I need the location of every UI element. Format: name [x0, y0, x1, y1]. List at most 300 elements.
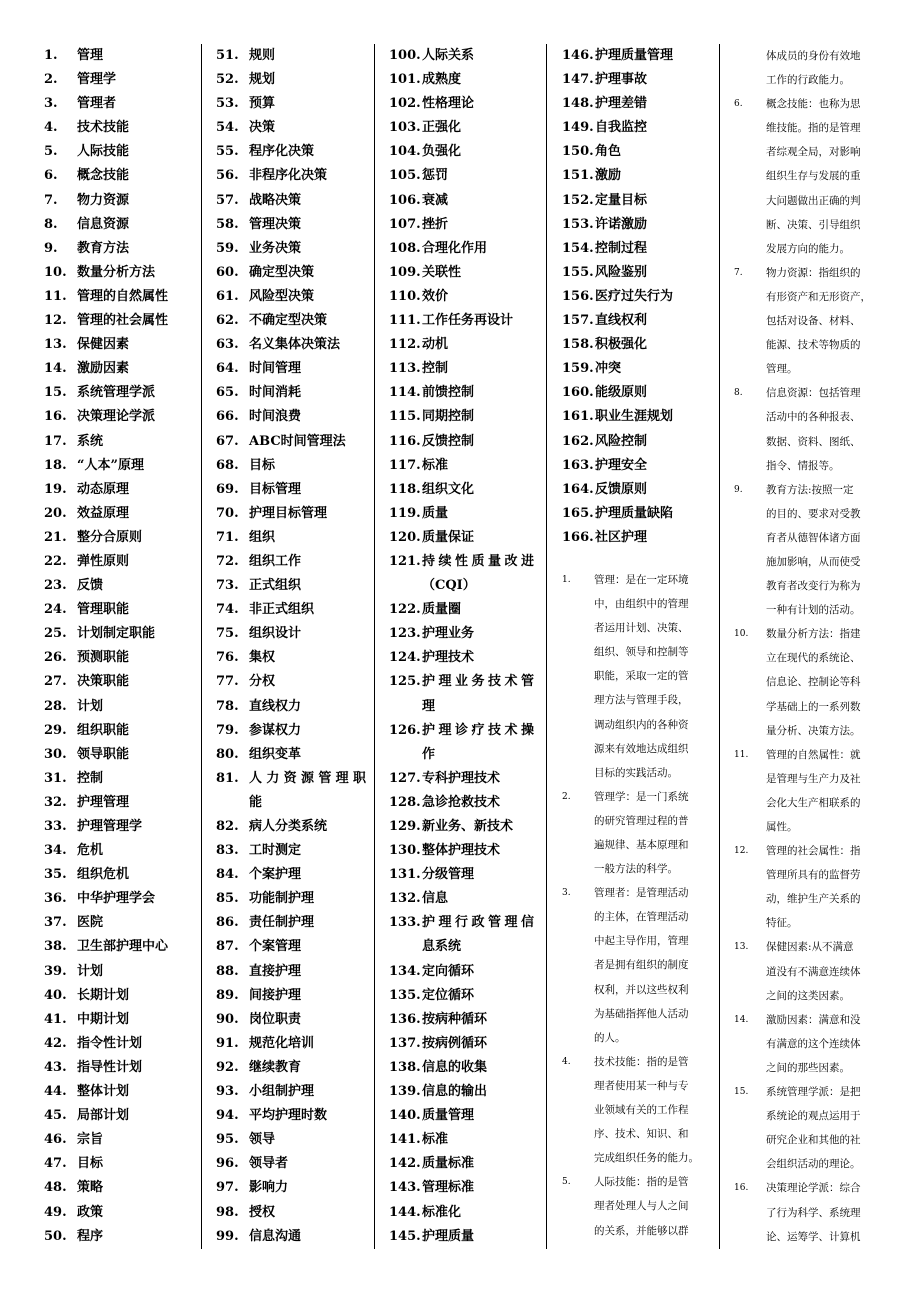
term-text: 组织危机	[77, 867, 130, 883]
definition-text: 动，维护生产关系的	[766, 893, 861, 906]
term-text: 新业务、新技术	[422, 819, 514, 834]
definition-text: 技术技能：指的是管	[594, 1055, 689, 1068]
term-text: 前馈控制	[422, 385, 475, 401]
term-item	[389, 887, 534, 911]
term-item	[389, 44, 534, 68]
term-item	[44, 743, 194, 767]
term-item	[44, 502, 194, 526]
definition-number: 12.	[734, 846, 749, 857]
term-number: 80.	[216, 746, 239, 762]
definition-number	[562, 640, 594, 664]
term-number: 3.	[44, 96, 58, 112]
definition-line	[562, 1026, 712, 1050]
term-item	[389, 1104, 534, 1128]
definition-number	[562, 761, 594, 785]
definition-number: 13.	[734, 942, 749, 953]
definition-number	[562, 1122, 594, 1146]
definition-line	[734, 189, 884, 213]
definition-line	[734, 935, 884, 959]
term-item	[216, 1152, 366, 1176]
term-item	[216, 237, 366, 261]
term-number: 5.	[44, 144, 58, 160]
term-number: 93.	[216, 1084, 239, 1100]
definition-text: 施加影响，从而使受	[766, 555, 861, 568]
term-list-4	[562, 44, 712, 550]
definition-line	[562, 1122, 712, 1146]
definition-line	[734, 1104, 884, 1128]
term-item	[216, 68, 366, 92]
definition-number	[734, 1201, 766, 1225]
term-item	[44, 839, 194, 863]
definition-line	[734, 622, 884, 646]
definition-text: 物力资源：指组织的	[766, 266, 861, 279]
term-number: 32.	[44, 794, 67, 810]
term-number: 117.	[389, 457, 421, 473]
definition-line	[734, 1032, 884, 1056]
definition-line	[562, 688, 712, 712]
term-item	[216, 815, 366, 839]
definition-text: 论、运筹学、计算机	[766, 1230, 861, 1243]
term-number: 61.	[216, 288, 239, 304]
definition-line	[734, 237, 884, 261]
definition-line	[734, 574, 884, 598]
term-text: 集权	[249, 650, 276, 666]
term-item	[389, 1056, 534, 1080]
definition-text: 立在现代的系统论、	[766, 652, 861, 665]
term-item	[44, 526, 194, 550]
definition-number	[734, 550, 766, 574]
definition-number: 16.	[734, 1183, 749, 1194]
definition-line	[562, 640, 712, 664]
term-text: 管理标准	[422, 1180, 475, 1196]
term-text: 激励因素	[77, 361, 130, 377]
term-text: 信息	[422, 891, 449, 907]
term-number: 37.	[44, 915, 67, 931]
term-item	[216, 646, 366, 670]
definition-text: 大问题做出正确的判	[766, 194, 861, 207]
definition-line	[562, 1194, 712, 1218]
definition-text: 管理。	[766, 363, 798, 376]
definition-line	[562, 1146, 712, 1170]
definition-text: 概念技能：也称为思	[766, 98, 861, 111]
definition-number	[562, 1002, 594, 1026]
term-text: 整体护理技术	[422, 843, 501, 859]
term-item	[389, 381, 534, 405]
term-item	[216, 1080, 366, 1104]
definition-line	[734, 839, 884, 863]
term-text: 教育方法	[77, 240, 130, 256]
term-item	[216, 478, 366, 502]
definition-line	[734, 695, 884, 719]
term-text: 标准	[422, 1132, 449, 1148]
term-text-continued: 理	[422, 698, 436, 714]
definition-line	[562, 785, 712, 809]
definition-number	[562, 737, 594, 761]
term-number: 123.	[389, 626, 421, 642]
term-number: 118.	[389, 481, 421, 497]
term-item	[389, 1152, 534, 1176]
term-number: 107.	[389, 216, 421, 232]
definition-line	[562, 929, 712, 953]
term-number: 129.	[389, 819, 421, 834]
term-item	[389, 911, 534, 935]
term-item	[389, 285, 534, 309]
term-text: 管理	[77, 48, 104, 63]
definition-number	[734, 333, 766, 357]
definition-number	[562, 1194, 594, 1218]
term-text: 动态原理	[77, 481, 130, 497]
term-number: 145.	[389, 1228, 421, 1244]
definition-number: 15.	[734, 1087, 749, 1098]
definition-line	[734, 116, 884, 140]
definition-line	[562, 616, 712, 640]
term-item	[44, 189, 194, 213]
term-item	[389, 92, 534, 116]
definition-line	[734, 791, 884, 815]
definition-line	[734, 454, 884, 478]
definition-column-5	[734, 44, 884, 1249]
term-number: 36.	[44, 891, 67, 907]
term-item	[44, 1201, 194, 1225]
term-number: 132.	[389, 891, 421, 907]
definition-line	[562, 1050, 712, 1074]
term-text: 组织工作	[249, 553, 302, 569]
definition-number: 8.	[734, 388, 743, 399]
definition-number	[734, 670, 766, 694]
term-text: 保健因素	[77, 337, 130, 353]
definition-line	[734, 1080, 884, 1104]
definition-number: 4.	[562, 1056, 571, 1067]
term-number: 11.	[44, 288, 67, 304]
definition-text: 者综观全局，对影响	[766, 146, 861, 159]
term-item	[562, 140, 712, 164]
term-text: 领导	[249, 1132, 276, 1148]
term-text: 质量标准	[422, 1156, 475, 1172]
term-number: 53.	[216, 96, 239, 112]
term-item	[44, 261, 194, 285]
definition-text: 会组织活动的理论。	[766, 1158, 861, 1171]
term-number: 140.	[389, 1108, 421, 1124]
definition-number	[562, 833, 594, 857]
term-number: 24.	[44, 602, 67, 618]
term-number-blank	[389, 743, 422, 767]
term-text: 规范化培训	[249, 1035, 315, 1051]
term-text: 领导职能	[77, 746, 130, 762]
term-number: 7.	[44, 192, 58, 208]
term-text: 继续教育	[249, 1059, 302, 1075]
term-text: 反馈原则	[595, 481, 648, 497]
term-number: 22.	[44, 553, 67, 569]
term-number: 96.	[216, 1156, 239, 1172]
term-number: 26.	[44, 650, 67, 666]
term-number: 76.	[216, 650, 239, 666]
term-item	[216, 1128, 366, 1152]
definition-text: 管理的自然属性：就	[766, 748, 861, 761]
term-item	[44, 670, 194, 694]
definition-text: 管理者：是管理活动	[594, 887, 689, 900]
definition-text: 管理的社会属性：指	[766, 845, 861, 858]
term-item	[216, 670, 366, 694]
term-list-2	[216, 44, 366, 1249]
term-item	[44, 454, 194, 478]
term-number: 134.	[389, 963, 421, 979]
definition-text: 体成员的身份有效地	[766, 50, 861, 62]
definition-text: 信息论、控制论等科	[766, 676, 861, 689]
term-number: 106.	[389, 192, 421, 208]
term-text: 激励	[595, 168, 622, 184]
term-number: 121.	[389, 553, 421, 569]
term-text: 人际技能	[77, 144, 130, 160]
term-number: 52.	[216, 72, 239, 88]
definition-number: 7.	[734, 267, 743, 278]
term-item	[44, 646, 194, 670]
definition-text: 一种有计划的活动。	[766, 604, 861, 617]
term-number: 142.	[389, 1156, 421, 1172]
term-item	[562, 261, 712, 285]
term-number: 4.	[44, 120, 58, 136]
term-number: 108.	[389, 240, 421, 256]
term-number: 131.	[389, 867, 421, 883]
term-item	[216, 1104, 366, 1128]
column-divider-1	[201, 44, 202, 1249]
definition-line	[734, 285, 884, 309]
term-number-blank	[216, 791, 249, 815]
term-item	[216, 1225, 366, 1249]
term-number: 158.	[562, 337, 594, 353]
definition-number	[562, 1026, 594, 1050]
definition-text: 有形资产和无形资产，	[766, 290, 871, 303]
term-item	[562, 44, 712, 68]
definition-line	[562, 833, 712, 857]
term-text: 整体计划	[77, 1084, 130, 1100]
term-text: 护理质量管理	[595, 48, 674, 63]
definition-number	[734, 960, 766, 984]
term-item	[389, 622, 534, 646]
term-number: 97.	[216, 1180, 239, 1196]
term-item	[44, 333, 194, 357]
definition-number	[562, 592, 594, 616]
definition-line	[734, 1225, 884, 1249]
term-number: 66.	[216, 409, 239, 425]
term-text: 管理决策	[249, 216, 302, 232]
definition-number	[562, 978, 594, 1002]
term-number: 38.	[44, 939, 67, 955]
definition-number	[734, 863, 766, 887]
term-number: 105.	[389, 168, 421, 184]
definition-number	[734, 646, 766, 670]
term-text: 中华护理学会	[77, 891, 156, 907]
definition-line	[734, 767, 884, 791]
term-number: 122.	[389, 602, 421, 618]
definition-line	[734, 478, 884, 502]
definition-line	[734, 164, 884, 188]
term-item	[389, 116, 534, 140]
definition-number: 5.	[562, 1177, 571, 1188]
term-column-2	[216, 44, 366, 1249]
definition-text: 决策理论学派：综合	[766, 1182, 861, 1195]
definition-text: 的关系，并能够以群	[594, 1224, 689, 1237]
definition-line	[562, 857, 712, 881]
definition-text: 完成组织任务的能力。	[594, 1152, 699, 1165]
term-item	[562, 116, 712, 140]
term-number: 56.	[216, 168, 239, 184]
term-text: 危机	[77, 843, 104, 859]
definition-line	[562, 881, 712, 905]
term-item	[562, 454, 712, 478]
term-item	[389, 454, 534, 478]
term-item	[44, 309, 194, 333]
term-number: 162.	[562, 433, 594, 449]
definition-number: 14.	[734, 1014, 749, 1025]
definition-number	[734, 526, 766, 550]
term-number: 91.	[216, 1035, 239, 1051]
term-text: 标准	[422, 457, 449, 473]
definition-text: 者运用计划、决策、	[594, 622, 689, 635]
term-item-continued	[389, 743, 534, 767]
term-item	[216, 695, 366, 719]
term-number: 120.	[389, 529, 421, 545]
term-text: 护理质量缺陷	[595, 505, 674, 521]
term-item	[216, 550, 366, 574]
term-number: 164.	[562, 481, 594, 497]
term-number: 159.	[562, 361, 594, 377]
definition-number	[734, 68, 766, 92]
definition-line	[562, 978, 712, 1002]
term-text: 信息的输出	[422, 1084, 488, 1100]
term-item	[44, 887, 194, 911]
term-column-3	[389, 44, 534, 1249]
term-item	[44, 140, 194, 164]
term-text: 概念技能	[77, 168, 130, 184]
term-item	[389, 598, 534, 622]
definition-line	[734, 1128, 884, 1152]
term-number: 14.	[44, 361, 67, 377]
term-number: 9.	[44, 240, 58, 256]
definition-text: 组织、领导和控制等	[594, 646, 689, 659]
term-text: 宗旨	[77, 1132, 104, 1148]
term-number: 152.	[562, 192, 594, 208]
term-item	[389, 309, 534, 333]
term-text: 计划制定职能	[77, 626, 156, 642]
term-number: 104.	[389, 144, 421, 160]
term-text: 决策理论学派	[77, 409, 156, 425]
definition-number	[734, 454, 766, 478]
definition-text: 调动组织内的各种资	[594, 718, 689, 731]
term-number: 111.	[389, 313, 421, 329]
term-text: 许诺激励	[595, 216, 648, 232]
term-text: 控制过程	[595, 240, 648, 256]
term-text: 护理管理学	[77, 819, 143, 834]
definition-line	[734, 92, 884, 116]
term-text: 工时测定	[249, 843, 302, 859]
definition-number	[562, 953, 594, 977]
definition-text: 中，由组织中的管理	[594, 598, 689, 611]
term-text: 直接护理	[249, 963, 302, 979]
term-text: 护理业务	[422, 626, 475, 642]
term-text: 物力资源	[77, 192, 130, 208]
term-item	[216, 839, 366, 863]
term-number: 150.	[562, 144, 594, 160]
definition-text: 权利，并以这些权利	[594, 983, 689, 996]
definition-number: 3.	[562, 888, 571, 899]
term-number: 2.	[44, 72, 58, 88]
term-number: 84.	[216, 867, 239, 883]
definition-number	[734, 237, 766, 261]
term-number: 54.	[216, 120, 239, 136]
definition-text: 能源、技术等物质的	[766, 339, 861, 352]
term-item	[216, 960, 366, 984]
definition-number: 11.	[734, 749, 749, 760]
term-number-blank	[389, 574, 422, 598]
definition-text: 保健因素:从不满意	[766, 941, 854, 954]
term-text: 数量分析方法	[77, 264, 156, 280]
term-text: 能级原则	[595, 385, 648, 401]
term-item	[216, 984, 366, 1008]
term-number: 153.	[562, 216, 594, 232]
term-number: 99.	[216, 1228, 239, 1244]
term-item	[44, 863, 194, 887]
term-text: 人力资源管理职	[249, 770, 366, 786]
term-number: 23.	[44, 578, 67, 594]
term-text: 标准化	[422, 1204, 462, 1220]
term-number: 13.	[44, 337, 67, 353]
term-item	[44, 598, 194, 622]
term-number: 31.	[44, 770, 67, 786]
term-number: 89.	[216, 987, 239, 1003]
term-text-continued: 能	[249, 794, 263, 810]
definition-line	[734, 670, 884, 694]
term-item	[44, 430, 194, 454]
term-item	[44, 767, 194, 791]
term-text: 管理学	[77, 72, 117, 88]
definition-text: 系统论的观点运用于	[766, 1110, 861, 1123]
term-text: 弹性原则	[77, 553, 130, 569]
term-text: 护理质量	[422, 1228, 475, 1244]
term-column-1	[44, 44, 194, 1249]
term-item	[216, 911, 366, 935]
term-item-continued	[389, 935, 534, 959]
definition-line	[734, 213, 884, 237]
definition-number	[562, 809, 594, 833]
term-number: 83.	[216, 843, 239, 859]
term-item	[216, 454, 366, 478]
term-number: 39.	[44, 963, 67, 979]
definition-text: 发展方向的能力。	[766, 242, 850, 255]
term-text: 医院	[77, 915, 104, 931]
term-text: 功能制护理	[249, 891, 315, 907]
term-number: 44.	[44, 1084, 67, 1100]
definition-number	[562, 905, 594, 929]
term-item	[389, 261, 534, 285]
column-divider-2	[374, 44, 375, 1249]
term-text: 领导者	[249, 1156, 289, 1172]
term-text: 社区护理	[595, 529, 648, 545]
term-number: 35.	[44, 867, 67, 883]
term-item	[216, 357, 366, 381]
term-text: 不确定型决策	[249, 313, 328, 329]
term-number: 34.	[44, 843, 67, 859]
definition-line	[562, 713, 712, 737]
definition-line	[734, 68, 884, 92]
definition-number	[562, 664, 594, 688]
term-item	[44, 68, 194, 92]
definition-text: 组织生存与发展的重	[766, 170, 861, 183]
term-item	[44, 1104, 194, 1128]
definition-text: 教育者改变行为称为	[766, 580, 861, 593]
term-text: 护理事故	[595, 72, 648, 88]
definition-line	[734, 44, 884, 68]
term-item-continued	[216, 791, 366, 815]
